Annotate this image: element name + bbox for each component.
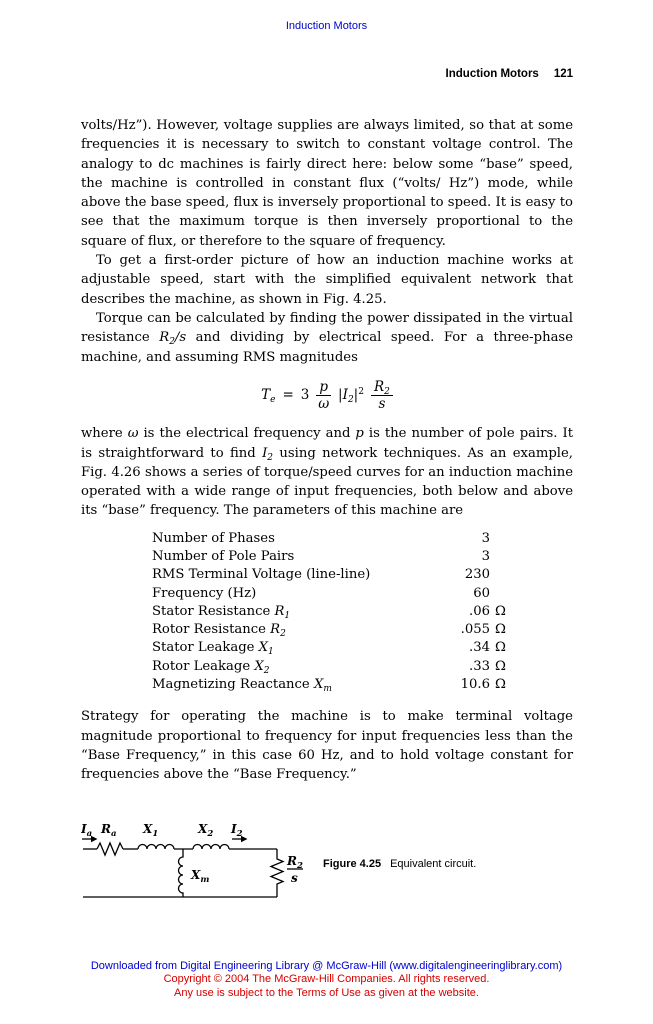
- symbol-r2-subscript: 2: [169, 337, 175, 348]
- figure-caption-text: Equivalent circuit.: [390, 857, 477, 870]
- running-header-link[interactable]: Induction Motors: [285, 20, 368, 32]
- parameter-label: Number of Phases: [152, 530, 275, 546]
- symbol-omega: ω: [127, 426, 139, 442]
- equation-fraction-p-omega: $\frac{p}{\omega}$: [318, 378, 330, 413]
- footer-terms-notice: Any use is subject to the Terms of Use as given at the website.: [174, 986, 479, 999]
- circuit-label-r2s-denominator: s: [291, 870, 298, 885]
- chapter-title: Induction Motors: [445, 68, 539, 80]
- paragraph-4: [81, 424, 573, 520]
- resistor-ra-shape: [97, 843, 123, 855]
- parameter-value: .33: [469, 658, 490, 674]
- paragraph-3-text: Torque can be calculated by finding the power dissipated in the virtual resistance: [81, 310, 573, 346]
- circuit-label-r2s-numerator: $R_2$: [287, 853, 303, 871]
- table-row: [152, 548, 506, 566]
- inductor-x2-shape: [193, 844, 229, 849]
- inductor-xm-shape: [179, 849, 184, 897]
- parameter-unit: [490, 566, 506, 584]
- parameter-unit: Ω: [495, 677, 506, 693]
- parameter-unit: Ω: [495, 658, 506, 674]
- equation-current-term: $|I_2|^2$: [338, 386, 364, 405]
- parameter-value: 10.6: [460, 677, 490, 693]
- paragraph-2: To get a first-order picture of how an induction machine works at adjustable speed, start with the simplified equivalent network that describes the machine, as shown in Fig. 4.25.: [81, 253, 573, 307]
- footer-download-link[interactable]: Downloaded from Digital Engineering Library @ McGraw-Hill (www.digitalengineeringlibrary.com): [90, 959, 563, 972]
- circuit-label-ia: $I_a$: [81, 821, 93, 839]
- parameter-unit: Ω: [495, 640, 506, 656]
- paragraph-4-text: where: [81, 426, 128, 442]
- table-row: Stator Leakage $X_1$ .34 Ω: [152, 640, 506, 658]
- parameter-label: RMS Terminal Voltage (line-line): [152, 567, 371, 583]
- table-row: [152, 585, 506, 603]
- page-body: [81, 116, 573, 911]
- parameter-label: Number of Pole Pairs: [152, 548, 295, 564]
- torque-equation: [81, 380, 573, 411]
- paragraph-4-text: using network techniques. As an example, Fig. 4.26 shows a series of torque/speed curves for an induction machine operated with a wide range of input frequencies, both below and above its “base” frequency. The parameters of this machine are: [81, 445, 573, 519]
- circuit-label-i2: $I_2$: [231, 821, 243, 839]
- parameter-label: Stator Resistance: [152, 603, 275, 619]
- equation-fraction-r2-s: $\frac{R_2}{s}$: [371, 380, 393, 411]
- parameter-value: .34: [469, 640, 490, 656]
- symbol-r2: R: [159, 330, 170, 346]
- symbol-i2: I: [262, 445, 268, 461]
- parameters-table: [152, 530, 506, 695]
- paragraph-4-text: is the electrical frequency and: [138, 426, 356, 442]
- circuit-label-ra: $R_a$: [101, 821, 117, 839]
- paragraph-3: [81, 309, 573, 367]
- parameter-unit: Ω: [495, 622, 506, 638]
- parameter-label: Rotor Resistance: [152, 622, 271, 638]
- equation-equals: =: [282, 386, 294, 403]
- figure-caption-number: Figure 4.25: [323, 857, 382, 870]
- table-row: Rotor Leakage $X_2$ .33 Ω: [152, 658, 506, 676]
- paragraph-4-text: is the number of pole pairs. It is straightforward to find: [81, 426, 573, 461]
- symbol-over-s: /s: [174, 330, 187, 346]
- table-row: [152, 530, 506, 548]
- resistor-r2s-shape: [271, 849, 283, 897]
- paragraph-3-text: and dividing by electrical speed. For a three-phase machine, and assuming RMS magnitudes: [81, 330, 573, 365]
- parameter-value: 3: [481, 530, 490, 546]
- page-footer: [0, 960, 653, 1001]
- table-row: [152, 566, 506, 584]
- symbol-i2-subscript: 2: [267, 452, 274, 463]
- parameter-value: .06: [469, 603, 490, 619]
- figure-4-25: [81, 819, 573, 911]
- symbol-p: p: [355, 426, 364, 442]
- table-row: Stator Resistance $R_1$ .06 Ω: [152, 603, 506, 621]
- parameter-value: 3: [481, 548, 490, 564]
- running-header: [0, 20, 653, 32]
- equivalent-circuit-diagram: [81, 819, 309, 911]
- circuit-label-x2: $X_2$: [198, 821, 214, 839]
- figure-caption: [323, 855, 476, 874]
- paragraph-1: volts/Hz”). However, voltage supplies are always limited, so that at some frequencies it is necessary to switch to constant voltage control. The analogy to dc machines is fairly direct here: below some “base” speed, the machine is controlled in constant flux (“volts/ Hz”) mode, while above the base speed, flux is inversely proportional to speed. It is easy to see that the maximum torque is then inversely proportional to the square of flux, or therefore to the square of frequency.: [81, 118, 573, 249]
- equation-coefficient: 3: [300, 386, 310, 403]
- footer-copyright: Copyright © 2004 The McGraw-Hill Companies. All rights reserved.: [163, 973, 490, 985]
- circuit-label-x1: $X_1$: [143, 821, 159, 839]
- table-row: Rotor Resistance $R_2$ .055 Ω: [152, 622, 506, 640]
- paragraph-5: Strategy for operating the machine is to make terminal voltage magnitude proportional to frequency for input frequencies less than the “Base Frequency,” in this case 60 Hz, and to hold voltage constant for frequencies above the “Base Frequency.”: [81, 709, 573, 783]
- inductor-x1-shape: [138, 844, 174, 849]
- parameter-label: Magnetizing Reactance: [152, 677, 314, 693]
- table-row: Magnetizing Reactance $X_m$ 10.6 Ω: [152, 677, 506, 695]
- parameter-label: Stator Leakage: [152, 640, 259, 656]
- parameter-unit: [490, 548, 506, 566]
- parameter-unit: [490, 585, 506, 603]
- circuit-label-xm: $X_m$: [191, 867, 210, 885]
- parameter-label: Frequency (Hz): [152, 585, 257, 601]
- parameter-label: Rotor Leakage: [152, 658, 255, 674]
- parameter-unit: Ω: [495, 603, 506, 619]
- parameter-value: 60: [473, 585, 490, 601]
- page-number: 121: [553, 68, 573, 80]
- parameter-value: .055: [460, 622, 490, 638]
- page-header: [446, 68, 573, 80]
- parameter-unit: [490, 530, 506, 548]
- parameter-value: 230: [464, 567, 490, 583]
- equation-lhs: $T_e$: [261, 386, 276, 405]
